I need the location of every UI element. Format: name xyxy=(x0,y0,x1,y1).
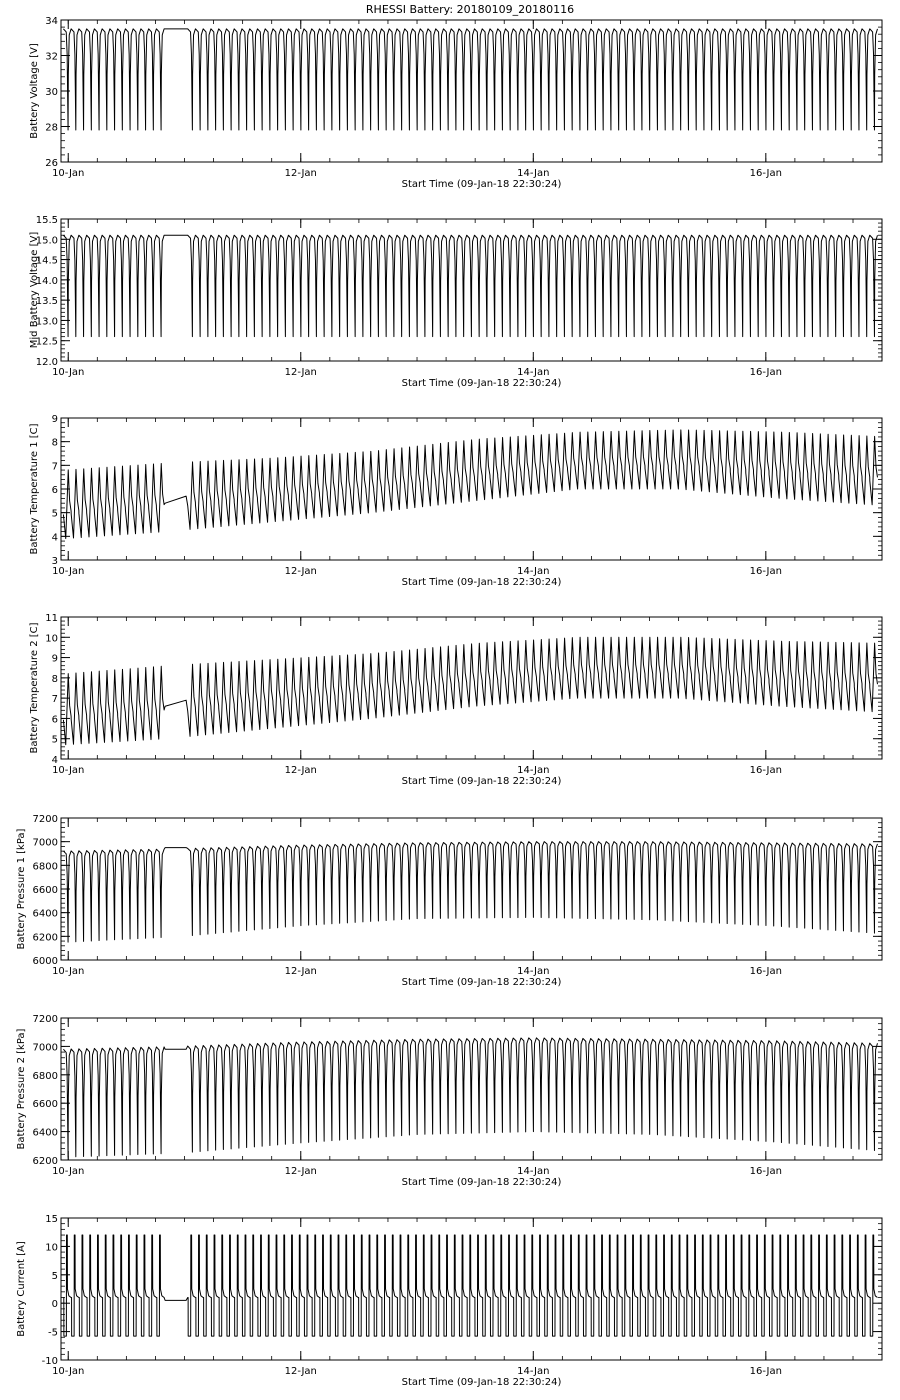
x-tick-label: 14-Jan xyxy=(517,1166,550,1177)
y-tick-label: 11 xyxy=(45,613,58,624)
y-tick-label: -10 xyxy=(41,1356,58,1367)
y-tick-label: 7000 xyxy=(32,1042,58,1054)
x-tick-label: 14-Jan xyxy=(517,765,550,776)
y-tick-label: 14.0 xyxy=(35,275,58,287)
panel-5 xyxy=(16,814,882,988)
y-tick-label: 8 xyxy=(51,437,58,449)
y-axis-label: Battery Pressure 1 [kPa] xyxy=(16,828,27,950)
x-tick-label: 10-Jan xyxy=(52,566,85,577)
x-tick-label: 14-Jan xyxy=(517,1366,550,1377)
series-line xyxy=(63,430,877,539)
y-tick-label: 6000 xyxy=(32,956,58,967)
y-tick-label: 13.0 xyxy=(35,316,58,328)
plot-frame xyxy=(61,617,882,759)
y-tick-label: 6400 xyxy=(32,1127,58,1139)
x-ticks xyxy=(52,1018,853,1177)
series-line xyxy=(63,235,877,336)
y-tick-label: 7 xyxy=(51,694,58,706)
series-line xyxy=(63,637,877,744)
series-line xyxy=(63,29,877,130)
x-tick-label: 10-Jan xyxy=(52,765,85,776)
x-tick-label: 14-Jan xyxy=(517,367,550,378)
x-tick-label: 12-Jan xyxy=(284,168,317,179)
y-tick-label: 8 xyxy=(51,673,58,685)
y-tick-label: 15 xyxy=(45,1214,58,1225)
x-axis-label: Start Time (09-Jan-18 22:30:24) xyxy=(401,776,562,787)
y-tick-label: 6800 xyxy=(32,1070,58,1082)
y-tick-label: 7 xyxy=(51,461,58,473)
y-tick-label: 7200 xyxy=(32,814,58,825)
x-tick-label: 10-Jan xyxy=(52,1366,85,1377)
panel-1 xyxy=(29,16,882,190)
series-line xyxy=(63,842,877,942)
x-axis-label: Start Time (09-Jan-18 22:30:24) xyxy=(401,378,562,389)
panel-4 xyxy=(29,613,882,787)
x-tick-label: 16-Jan xyxy=(749,168,782,179)
y-tick-label: 10 xyxy=(45,1242,58,1254)
y-tick-label: 6200 xyxy=(32,1156,58,1167)
x-tick-label: 10-Jan xyxy=(52,367,85,378)
x-ticks xyxy=(52,818,853,977)
y-tick-label: 15.0 xyxy=(35,235,58,247)
y-tick-label: 6600 xyxy=(32,885,58,896)
y-tick-label: 14.5 xyxy=(35,255,58,267)
y-tick-label: 6 xyxy=(51,714,58,726)
y-tick-label: 32 xyxy=(45,51,58,63)
x-ticks xyxy=(52,20,853,179)
y-tick-label: 4 xyxy=(51,755,58,766)
y-tick-label: 34 xyxy=(45,16,58,27)
y-axis-label: Battery Voltage [V] xyxy=(29,43,40,139)
series-line xyxy=(63,1038,877,1157)
x-tick-label: 12-Jan xyxy=(284,1366,317,1377)
x-tick-label: 16-Jan xyxy=(749,966,782,977)
y-axis-label: Battery Temperature 2 [C] xyxy=(29,622,40,754)
x-tick-label: 16-Jan xyxy=(749,765,782,776)
x-tick-label: 10-Jan xyxy=(52,966,85,977)
x-axis-label: Start Time (09-Jan-18 22:30:24) xyxy=(401,577,562,588)
y-tick-label: 6600 xyxy=(32,1099,58,1111)
y-tick-label: 7200 xyxy=(32,1014,58,1025)
y-tick-label: 12.0 xyxy=(35,357,58,368)
y-tick-label: 5 xyxy=(51,508,58,520)
y-tick-label: 6400 xyxy=(32,908,58,920)
y-tick-label: 26 xyxy=(45,158,58,169)
panel-2 xyxy=(29,215,882,389)
x-axis-label: Start Time (09-Jan-18 22:30:24) xyxy=(401,1177,562,1188)
y-axis-label: Mid Battery Voltage [V] xyxy=(29,231,40,349)
y-tick-label: 9 xyxy=(51,653,58,665)
x-tick-label: 16-Jan xyxy=(749,566,782,577)
y-tick-label: 28 xyxy=(45,122,58,134)
y-tick-label: 30 xyxy=(45,87,58,98)
panel-3 xyxy=(29,414,882,588)
y-ticks xyxy=(52,414,882,567)
y-tick-label: 6 xyxy=(51,485,58,496)
x-axis-label: Start Time (09-Jan-18 22:30:24) xyxy=(401,977,562,988)
panel-6 xyxy=(16,1014,882,1188)
y-tick-label: 6200 xyxy=(32,932,58,944)
y-tick-label: 7000 xyxy=(32,837,58,849)
y-ticks xyxy=(36,215,882,368)
x-tick-label: 16-Jan xyxy=(749,1366,782,1377)
x-tick-label: 12-Jan xyxy=(284,566,317,577)
y-tick-label: 4 xyxy=(51,532,58,544)
y-axis-label: Battery Temperature 1 [C] xyxy=(29,423,40,555)
x-tick-label: 12-Jan xyxy=(284,765,317,776)
x-axis-label: Start Time (09-Jan-18 22:30:24) xyxy=(401,1377,562,1388)
panel-7 xyxy=(16,1214,882,1388)
x-tick-label: 12-Jan xyxy=(284,1166,317,1177)
y-tick-label: 5 xyxy=(51,734,58,746)
x-axis-label: Start Time (09-Jan-18 22:30:24) xyxy=(401,179,562,190)
y-tick-label: -5 xyxy=(48,1327,58,1339)
chart-title: RHESSI Battery: 20180109_20180116 xyxy=(365,3,575,16)
x-tick-label: 14-Jan xyxy=(517,168,550,179)
y-tick-label: 5 xyxy=(51,1270,58,1282)
x-tick-label: 14-Jan xyxy=(517,966,550,977)
y-axis-label: Battery Pressure 2 [kPa] xyxy=(16,1028,27,1150)
plot-frame xyxy=(61,1218,882,1360)
y-tick-label: 6800 xyxy=(32,861,58,873)
y-tick-label: 10 xyxy=(45,633,58,645)
y-tick-label: 3 xyxy=(51,556,58,567)
y-tick-label: 13.5 xyxy=(35,296,58,308)
x-tick-label: 16-Jan xyxy=(749,367,782,378)
y-axis-label: Battery Current [A] xyxy=(16,1241,27,1337)
y-tick-label: 12.5 xyxy=(35,336,58,348)
series-line xyxy=(63,1235,877,1336)
x-tick-label: 10-Jan xyxy=(52,168,85,179)
y-tick-label: 0 xyxy=(51,1299,58,1311)
x-tick-label: 12-Jan xyxy=(284,966,317,977)
x-tick-label: 12-Jan xyxy=(284,367,317,378)
y-tick-label: 15.5 xyxy=(35,215,58,226)
x-tick-label: 16-Jan xyxy=(749,1166,782,1177)
x-tick-label: 14-Jan xyxy=(517,566,550,577)
y-tick-label: 9 xyxy=(51,414,58,425)
x-tick-label: 10-Jan xyxy=(52,1166,85,1177)
